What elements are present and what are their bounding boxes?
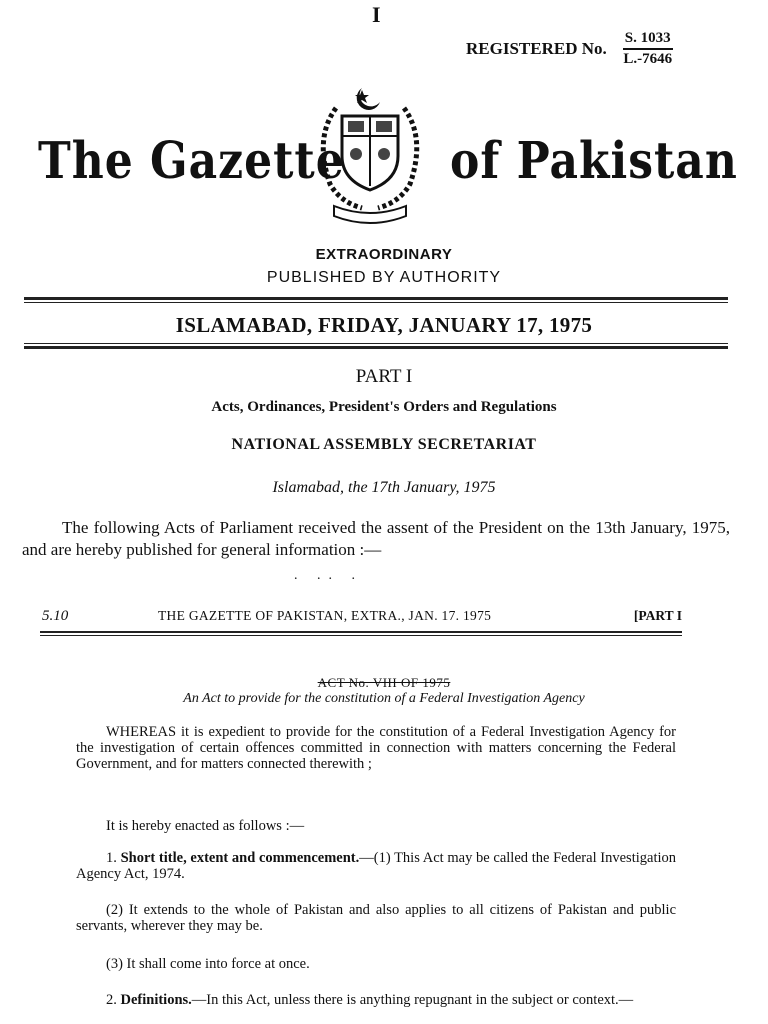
place-date: Islamabad, the 17th January, 1975 xyxy=(272,479,496,496)
registration-numerator: S. 1033 xyxy=(623,30,673,50)
registration-number xyxy=(466,30,673,68)
top-mark: I xyxy=(372,2,381,27)
registration-label: REGISTERED No. xyxy=(466,39,607,58)
registration-denominator: L.-7646 xyxy=(623,51,673,67)
registration-fraction xyxy=(623,30,673,68)
masthead-title-right: of Pakistan xyxy=(450,132,738,191)
page-number: 5.10 xyxy=(42,608,69,624)
running-head xyxy=(42,608,682,625)
act-number-text: ACT No. VIII OF 1975 xyxy=(317,675,451,690)
acts-heading: Acts, Ordinances, President's Orders and Regulations xyxy=(211,399,557,415)
top-rule xyxy=(24,297,728,300)
section-2-number: 2. xyxy=(106,992,117,1008)
preamble-lead: WHEREAS xyxy=(106,724,177,740)
bottom-rule-thin xyxy=(24,343,728,344)
intro-paragraph: The following Acts of Parliament received the assent of the President on the 13th January, 1975, and are hereby published for general information :— xyxy=(22,518,730,559)
section-1-heading: Short title, extent and commencement. xyxy=(120,850,360,866)
separator-dots: . .. . xyxy=(294,568,363,583)
masthead xyxy=(0,78,768,228)
section-1 xyxy=(76,850,676,882)
act-number xyxy=(0,675,768,691)
dateline: ISLAMABAD, FRIDAY, JANUARY 17, 1975 xyxy=(175,313,593,337)
part-heading: PART I xyxy=(355,366,413,387)
section-2-text: —In this Act, unless there is anything repugnant in the subject or context.— xyxy=(191,992,634,1008)
published-by-authority: PUBLISHED BY AUTHORITY xyxy=(266,269,502,286)
extraordinary-label: EXTRAORDINARY xyxy=(315,246,453,263)
section-1-text: —(1) This Act may be called the Federal Investigation Agency Act, 1974. xyxy=(76,850,676,882)
preamble-text: it is expedient to provide for the constitution of a Federal Investigation Agency for the investigation of certain offences committed in connection with matters concerning the Federal Government, and for matters connected therewith ; xyxy=(76,724,676,772)
section-2-heading: Definitions. xyxy=(120,992,192,1008)
preamble xyxy=(76,724,676,772)
running-head-title: THE GAZETTE OF PAKISTAN, EXTRA., JAN. 17. 1975 xyxy=(158,608,492,623)
section-1-subsection-3: (3) It shall come into force at once. xyxy=(106,956,310,972)
secretariat-heading: NATIONAL ASSEMBLY SECRETARIAT xyxy=(231,436,537,453)
section-1-subsection-2: (2) It extends to the whole of Pakistan and also applies to all citizens of Pakistan and public servants, wherever they may be. xyxy=(76,902,676,934)
act-long-title: An Act to provide for the constitution of a Federal Investigation Agency xyxy=(183,691,585,706)
state-emblem xyxy=(300,78,440,228)
running-head-rule-thin xyxy=(40,635,682,636)
masthead-title-left: The Gazette xyxy=(38,132,345,191)
section-2 xyxy=(76,992,676,1008)
top-rule-thin xyxy=(24,302,728,303)
section-1-number: 1. xyxy=(106,850,117,866)
enacting-clause: It is hereby enacted as follows :— xyxy=(106,818,305,834)
bottom-rule xyxy=(24,346,728,349)
running-head-part: [PART I xyxy=(633,608,682,623)
running-head-rule xyxy=(40,631,682,633)
